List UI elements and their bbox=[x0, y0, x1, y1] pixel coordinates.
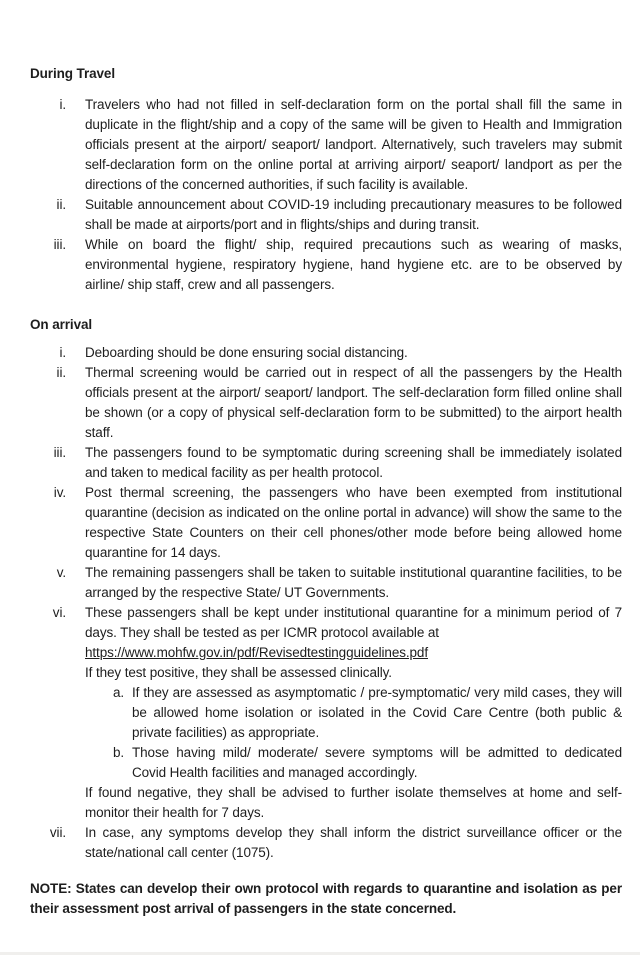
list-marker: v. bbox=[56, 565, 66, 580]
list-item bbox=[30, 563, 622, 603]
list-item bbox=[30, 603, 622, 823]
list-item-text: Post thermal screening, the passengers who have been exempted from institutional quarantine (decision as indicated on the online portal in advance) will show the same to the respective State Counters on their cell phones/other mode before being allowed home quarantine for 14 days. bbox=[85, 485, 622, 560]
list-marker: iii. bbox=[53, 237, 66, 252]
list-item bbox=[30, 363, 622, 443]
section-heading-on-arrival: On arrival bbox=[30, 317, 93, 332]
list-item-text: While on board the flight/ ship, required precautions such as wearing of masks, environmental hygiene, respiratory hygiene, hand hygiene etc. are to be observed by airline/ ship staff, crew and all passengers. bbox=[85, 237, 622, 292]
list-item-text: Thermal screening would be carried out in respect of all the passengers by the Health officials present at the airport/ seaport/ landport. The self-declaration form filled online shall be shown (or a copy of physical self-declaration form to be submitted) to the airport health staff. bbox=[85, 365, 622, 440]
list-item bbox=[30, 95, 622, 195]
testing-guidelines-link[interactable]: https://www.mohfw.gov.in/pdf/Revisedtestingguidelines.pdf bbox=[85, 645, 428, 660]
sublist-item bbox=[110, 743, 622, 783]
section-heading-during-travel: During Travel bbox=[30, 66, 115, 81]
list-item bbox=[30, 343, 622, 363]
list-item bbox=[30, 443, 622, 483]
list-marker: iv. bbox=[53, 485, 66, 500]
list-item bbox=[30, 483, 622, 563]
list-marker: ii. bbox=[56, 365, 66, 380]
list-item-text: If they test positive, they shall be assessed clinically. bbox=[85, 665, 392, 680]
testing-guidelines-link-line bbox=[85, 643, 622, 663]
list-item bbox=[30, 235, 622, 295]
list-item-text: Suitable announcement about COVID-19 including precautionary measures to be followed shall be made at airports/port and in flights/ships and during transit. bbox=[85, 197, 622, 232]
sublist-marker: a. bbox=[112, 685, 124, 700]
list-item-text: The passengers found to be symptomatic during screening shall be immediately isolated and taken to medical facility as per health protocol. bbox=[85, 445, 622, 480]
list-item-text: In case, any symptoms develop they shall inform the district surveillance officer or the state/national call center (1075). bbox=[85, 825, 622, 860]
during-travel-list bbox=[30, 95, 622, 295]
section-during-travel bbox=[30, 64, 622, 295]
list-marker: i. bbox=[59, 97, 66, 112]
list-marker: vii. bbox=[49, 825, 66, 840]
list-item bbox=[30, 823, 622, 863]
note-paragraph: NOTE: States can develop their own protocol with regards to quarantine and isolation as per their assessment post arrival of passengers in the state concerned. bbox=[30, 881, 622, 916]
list-item-text: Travelers who had not filled in self-declaration form on the portal shall fill the same in duplicate in the flight/ship and a copy of the same will be given to Health and Immigration officials present at the airport/ seaport/ landport. Alternatively, such travelers may submit self-declaration form on the online portal at arriving airport/ seaport/ landport as per the directions of the concerned authorities, if such facility is available. bbox=[85, 97, 622, 192]
list-marker: ii. bbox=[56, 197, 66, 212]
sublist-item bbox=[110, 683, 622, 743]
section-on-arrival bbox=[30, 315, 622, 863]
sublist-item-text: Those having mild/ moderate/ severe symptoms will be admitted to dedicated Covid Health facilities and managed accordingly. bbox=[132, 745, 622, 780]
list-item-text: Deboarding should be done ensuring social distancing. bbox=[85, 345, 408, 360]
list-marker: vi. bbox=[52, 605, 66, 620]
list-item-text: The remaining passengers shall be taken to suitable institutional quarantine facilities, to be arranged by the respective State/ UT Governments. bbox=[85, 565, 622, 600]
list-item bbox=[30, 195, 622, 235]
sublist-item-text: If they are assessed as asymptomatic / pre-symptomatic/ very mild cases, they will be allowed home isolation or isolated in the Covid Care Centre (both public & private facilities) as appropriate. bbox=[132, 685, 622, 740]
sublist-marker: b. bbox=[112, 745, 124, 760]
list-item-text: These passengers shall be kept under institutional quarantine for a minimum period of 7 days. They shall be tested as per ICMR protocol available at bbox=[85, 605, 622, 640]
list-marker: i. bbox=[59, 345, 66, 360]
list-item-conclusion: If found negative, they shall be advised to further isolate themselves at home and self-monitor their health for 7 days. bbox=[85, 785, 622, 820]
clinical-assessment-sublist bbox=[110, 683, 622, 783]
on-arrival-list bbox=[30, 343, 622, 863]
list-marker: iii. bbox=[53, 445, 66, 460]
